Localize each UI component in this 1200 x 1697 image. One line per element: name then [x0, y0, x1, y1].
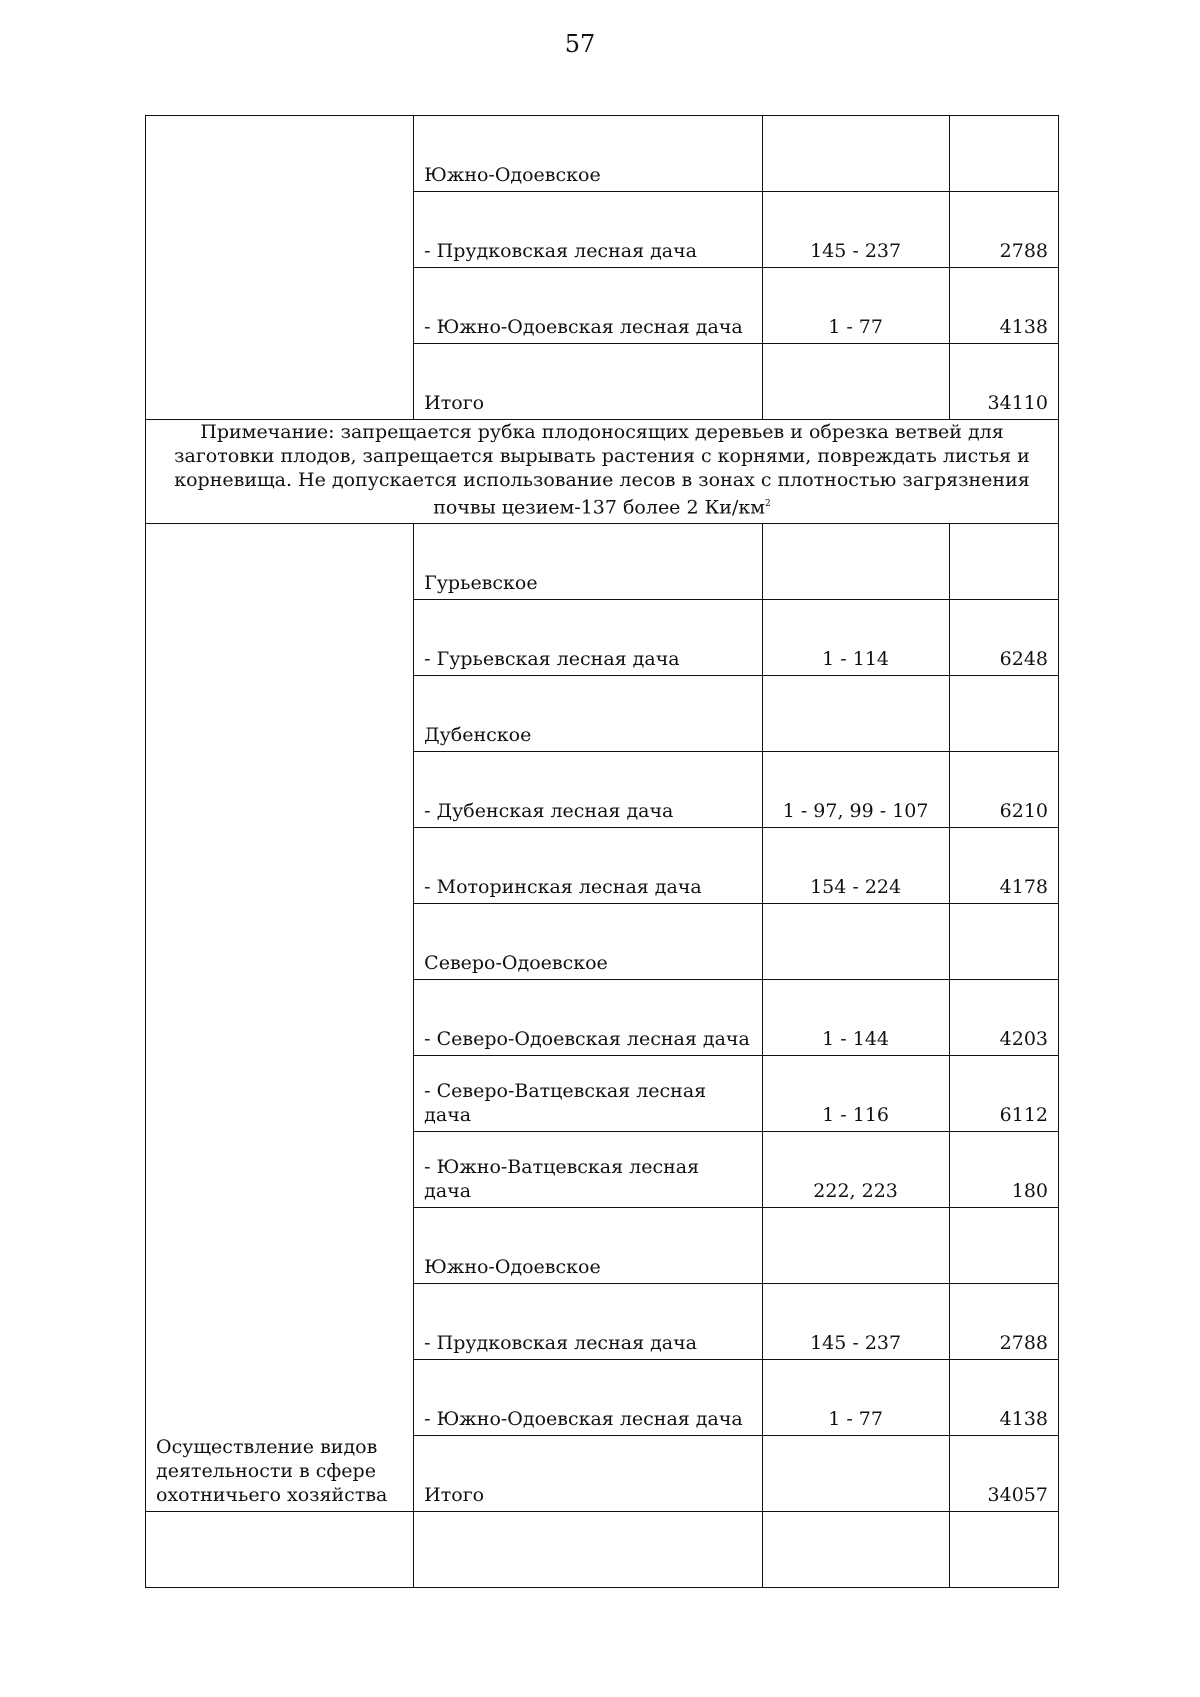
area-name-cell: - Прудковская лесная дача — [414, 192, 763, 268]
quarters-cell: 1 - 116 — [762, 1056, 949, 1132]
area-name-cell: - Гурьевская лесная дача — [414, 600, 763, 676]
quarters-cell: 1 - 77 — [762, 1360, 949, 1436]
table-row — [146, 524, 1059, 600]
area-name-cell: - Южно-Одоевская лесная дача — [414, 268, 763, 344]
area-ha-cell: 180 — [949, 1132, 1059, 1208]
area-ha-cell: 4178 — [949, 828, 1059, 904]
empty-cell — [949, 1512, 1059, 1588]
area-name-cell: - Дубенская лесная дача — [414, 752, 763, 828]
quarters-cell: 222, 223 — [762, 1132, 949, 1208]
area-name-cell: - Южно-Ватцевская лесная дача — [414, 1132, 763, 1208]
note-row — [146, 420, 1059, 524]
area-ha-cell: 6112 — [949, 1056, 1059, 1132]
area-ha-cell: 34110 — [949, 344, 1059, 420]
area-name-cell: - Моторинская лесная дача — [414, 828, 763, 904]
quarters-cell: 1 - 97, 99 - 107 — [762, 752, 949, 828]
area-ha-cell: 6248 — [949, 600, 1059, 676]
quarters-cell — [762, 344, 949, 420]
empty-row — [146, 1512, 1059, 1588]
area-ha-cell: 4138 — [949, 1360, 1059, 1436]
activity-cell: Осуществление видов деятельности в сфере охотничьего хозяйства — [146, 524, 414, 1512]
area-name-cell: - Южно-Одоевская лесная дача — [414, 1360, 763, 1436]
area-ha-cell — [949, 676, 1059, 752]
area-name-cell: - Северо-Ватцевская лесная дача — [414, 1056, 763, 1132]
quarters-cell: 154 - 224 — [762, 828, 949, 904]
area-name-cell: Итого — [414, 1436, 763, 1512]
quarters-cell — [762, 524, 949, 600]
quarters-cell — [762, 904, 949, 980]
area-ha-cell: 4138 — [949, 268, 1059, 344]
activity-cell-empty — [146, 116, 414, 420]
page-number: 57 — [564, 30, 596, 58]
area-ha-cell: 2788 — [949, 192, 1059, 268]
area-ha-cell — [949, 904, 1059, 980]
quarters-cell — [762, 1436, 949, 1512]
note-text: Примечание: запрещается рубка плодоносящих деревьев и обрезка ветвей для заготовки плодов, запрещается вырывать растения с корнями, повреждать листья и корневища. Не допускается использование лесов в зонах с плотностью загрязнения почвы цезием-137 более 2 Ки/км — [174, 421, 1030, 519]
quarters-cell — [762, 676, 949, 752]
forest-use-table — [145, 115, 1059, 1588]
area-name-cell: Северо-Одоевское — [414, 904, 763, 980]
area-ha-cell: 4203 — [949, 980, 1059, 1056]
quarters-cell — [762, 116, 949, 192]
area-ha-cell: 34057 — [949, 1436, 1059, 1512]
area-ha-cell — [949, 116, 1059, 192]
area-name-cell: Дубенское — [414, 676, 763, 752]
area-name-cell: Гурьевское — [414, 524, 763, 600]
area-ha-cell: 2788 — [949, 1284, 1059, 1360]
area-ha-cell — [949, 1208, 1059, 1284]
quarters-cell: 145 - 237 — [762, 192, 949, 268]
quarters-cell — [762, 1208, 949, 1284]
empty-cell — [414, 1512, 763, 1588]
empty-cell — [146, 1512, 414, 1588]
quarters-cell: 145 - 237 — [762, 1284, 949, 1360]
area-name-cell: Южно-Одоевское — [414, 116, 763, 192]
area-ha-cell: 6210 — [949, 752, 1059, 828]
note-superscript: 2 — [765, 499, 771, 509]
area-name-cell: Южно-Одоевское — [414, 1208, 763, 1284]
area-name-cell: Итого — [414, 344, 763, 420]
quarters-cell: 1 - 144 — [762, 980, 949, 1056]
note-cell — [146, 420, 1059, 524]
table-row — [146, 116, 1059, 192]
area-name-cell: - Северо-Одоевская лесная дача — [414, 980, 763, 1056]
area-ha-cell — [949, 524, 1059, 600]
quarters-cell: 1 - 114 — [762, 600, 949, 676]
area-name-cell: - Прудковская лесная дача — [414, 1284, 763, 1360]
quarters-cell: 1 - 77 — [762, 268, 949, 344]
empty-cell — [762, 1512, 949, 1588]
